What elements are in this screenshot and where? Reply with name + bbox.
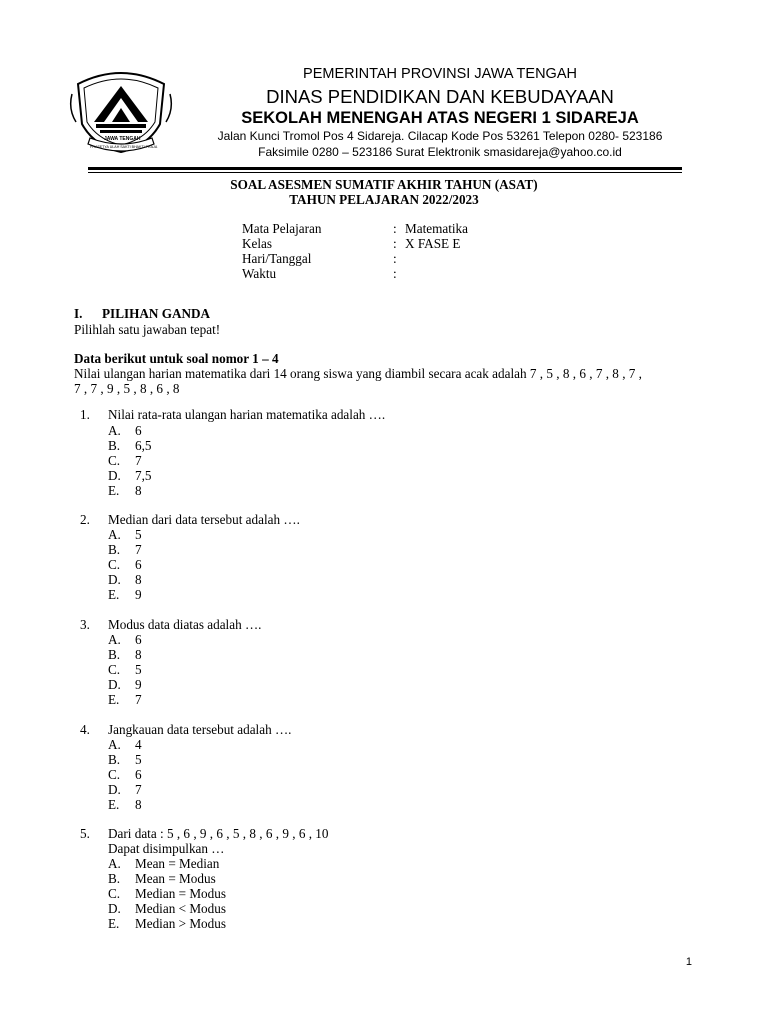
meta-colon: : — [393, 236, 397, 251]
option-text: Mean = Median — [135, 856, 220, 871]
option-letter: C. — [108, 453, 121, 468]
option-text: 7 — [135, 453, 142, 468]
option-text: 6 — [135, 632, 142, 647]
logo-text-bottom: PRASETYA ULAH SAKTI BHAKTI PRAJA — [90, 145, 158, 149]
option-letter: B. — [108, 438, 121, 453]
option-letter: A. — [108, 527, 121, 542]
province-logo — [68, 64, 174, 160]
option-text: 9 — [135, 587, 142, 602]
option-letter: D. — [108, 572, 121, 587]
question-number: 1. — [80, 407, 90, 422]
option-text: 8 — [135, 572, 142, 587]
exam-year: TAHUN PELAJARAN 2022/2023 — [289, 192, 479, 207]
option-text: 7 — [135, 782, 142, 797]
header-school: SEKOLAH MENENGAH ATAS NEGERI 1 SIDAREJA — [241, 109, 639, 127]
meta-colon: : — [393, 221, 397, 236]
option-text: 6 — [135, 423, 142, 438]
header-divider-thick — [88, 167, 682, 170]
meta-label-subject: Mata Pelajaran — [242, 221, 322, 236]
meta-label-time: Waktu — [242, 266, 277, 281]
option-letter: E. — [108, 692, 120, 707]
exam-title: SOAL ASESMEN SUMATIF AKHIR TAHUN (ASAT) — [230, 177, 538, 192]
header-contact: Faksimile 0280 – 523186 Surat Elektronik smasidareja@yahoo.co.id — [258, 145, 622, 159]
option-text: 8 — [135, 797, 142, 812]
option-text: 6 — [135, 767, 142, 782]
meta-colon: : — [393, 251, 397, 266]
option-letter: E. — [108, 587, 120, 602]
option-text: 5 — [135, 662, 142, 677]
option-text: 7,5 — [135, 468, 152, 483]
section-number: I. — [74, 306, 83, 321]
option-letter: C. — [108, 886, 121, 901]
question-text: Modus data diatas adalah …. — [108, 617, 262, 632]
option-letter: D. — [108, 468, 121, 483]
option-text: 7 — [135, 692, 142, 707]
option-text: 9 — [135, 677, 142, 692]
meta-label-class: Kelas — [242, 236, 273, 251]
section-instruction: Pilihlah satu jawaban tepat! — [74, 322, 221, 337]
header-department: DINAS PENDIDIKAN DAN KEBUDAYAAN — [266, 86, 614, 107]
meta-colon: : — [393, 266, 397, 281]
meta-value-class: X FASE E — [405, 236, 461, 251]
option-text: 8 — [135, 483, 142, 498]
option-text: Median < Modus — [135, 901, 226, 916]
page-number: 1 — [685, 956, 692, 968]
header-address: Jalan Kunci Tromol Pos 4 Sidareja. Cilacap Kode Pos 53261 Telepon 0280- 523186 — [217, 129, 663, 143]
option-text: 8 — [135, 647, 142, 662]
question-number: 3. — [80, 617, 90, 632]
option-letter: C. — [108, 767, 121, 782]
option-letter: D. — [108, 782, 121, 797]
option-letter: A. — [108, 737, 121, 752]
option-text: Mean = Modus — [135, 871, 216, 886]
option-letter: B. — [108, 752, 121, 767]
option-letter: E. — [108, 797, 120, 812]
meta-label-date: Hari/Tanggal — [242, 251, 312, 266]
option-text: 6 — [135, 557, 142, 572]
option-letter: A. — [108, 632, 121, 647]
logo-text-top: JAWA TENGAH — [104, 136, 141, 142]
data-text-line2: 7 , 7 , 9 , 5 , 8 , 6 , 8 — [74, 381, 180, 396]
option-letter: B. — [108, 542, 121, 557]
data-heading: Data berikut untuk soal nomor 1 – 4 — [74, 351, 279, 366]
option-letter: E. — [108, 916, 120, 931]
option-text: 6,5 — [135, 438, 152, 453]
option-letter: D. — [108, 677, 121, 692]
option-letter: E. — [108, 483, 120, 498]
option-letter: A. — [108, 856, 121, 871]
option-text: 5 — [135, 752, 142, 767]
meta-value-subject: Matematika — [405, 221, 468, 236]
section-title: PILIHAN GANDA — [102, 306, 211, 321]
option-letter: B. — [108, 871, 121, 886]
option-text: 5 — [135, 527, 142, 542]
option-letter: C. — [108, 557, 121, 572]
option-letter: B. — [108, 647, 121, 662]
question-text: Nilai rata-rata ulangan harian matematika adalah …. — [108, 407, 386, 422]
option-letter: C. — [108, 662, 121, 677]
option-text: Median = Modus — [135, 886, 226, 901]
question-text: Dari data : 5 , 6 , 9 , 6 , 5 , 8 , 6 , 9 , 6 , 10 — [108, 826, 329, 841]
question-text-continued: Dapat disimpulkan … — [108, 841, 225, 856]
option-letter: A. — [108, 423, 121, 438]
option-text: 4 — [135, 737, 142, 752]
header-government: PEMERINTAH PROVINSI JAWA TENGAH — [303, 66, 577, 82]
option-letter: D. — [108, 901, 121, 916]
question-number: 5. — [80, 826, 90, 841]
question-text: Jangkauan data tersebut adalah …. — [108, 722, 292, 737]
option-text: Median > Modus — [135, 916, 226, 931]
question-number: 2. — [80, 512, 90, 527]
option-text: 7 — [135, 542, 142, 557]
header-divider-thin — [88, 172, 682, 173]
question-number: 4. — [80, 722, 90, 737]
data-text-line1: Nilai ulangan harian matematika dari 14 orang siswa yang diambil secara acak adalah 7 , 5 , 8 , 6 , 7 , 8 , 7 , — [74, 366, 642, 381]
question-text: Median dari data tersebut adalah …. — [108, 512, 300, 527]
